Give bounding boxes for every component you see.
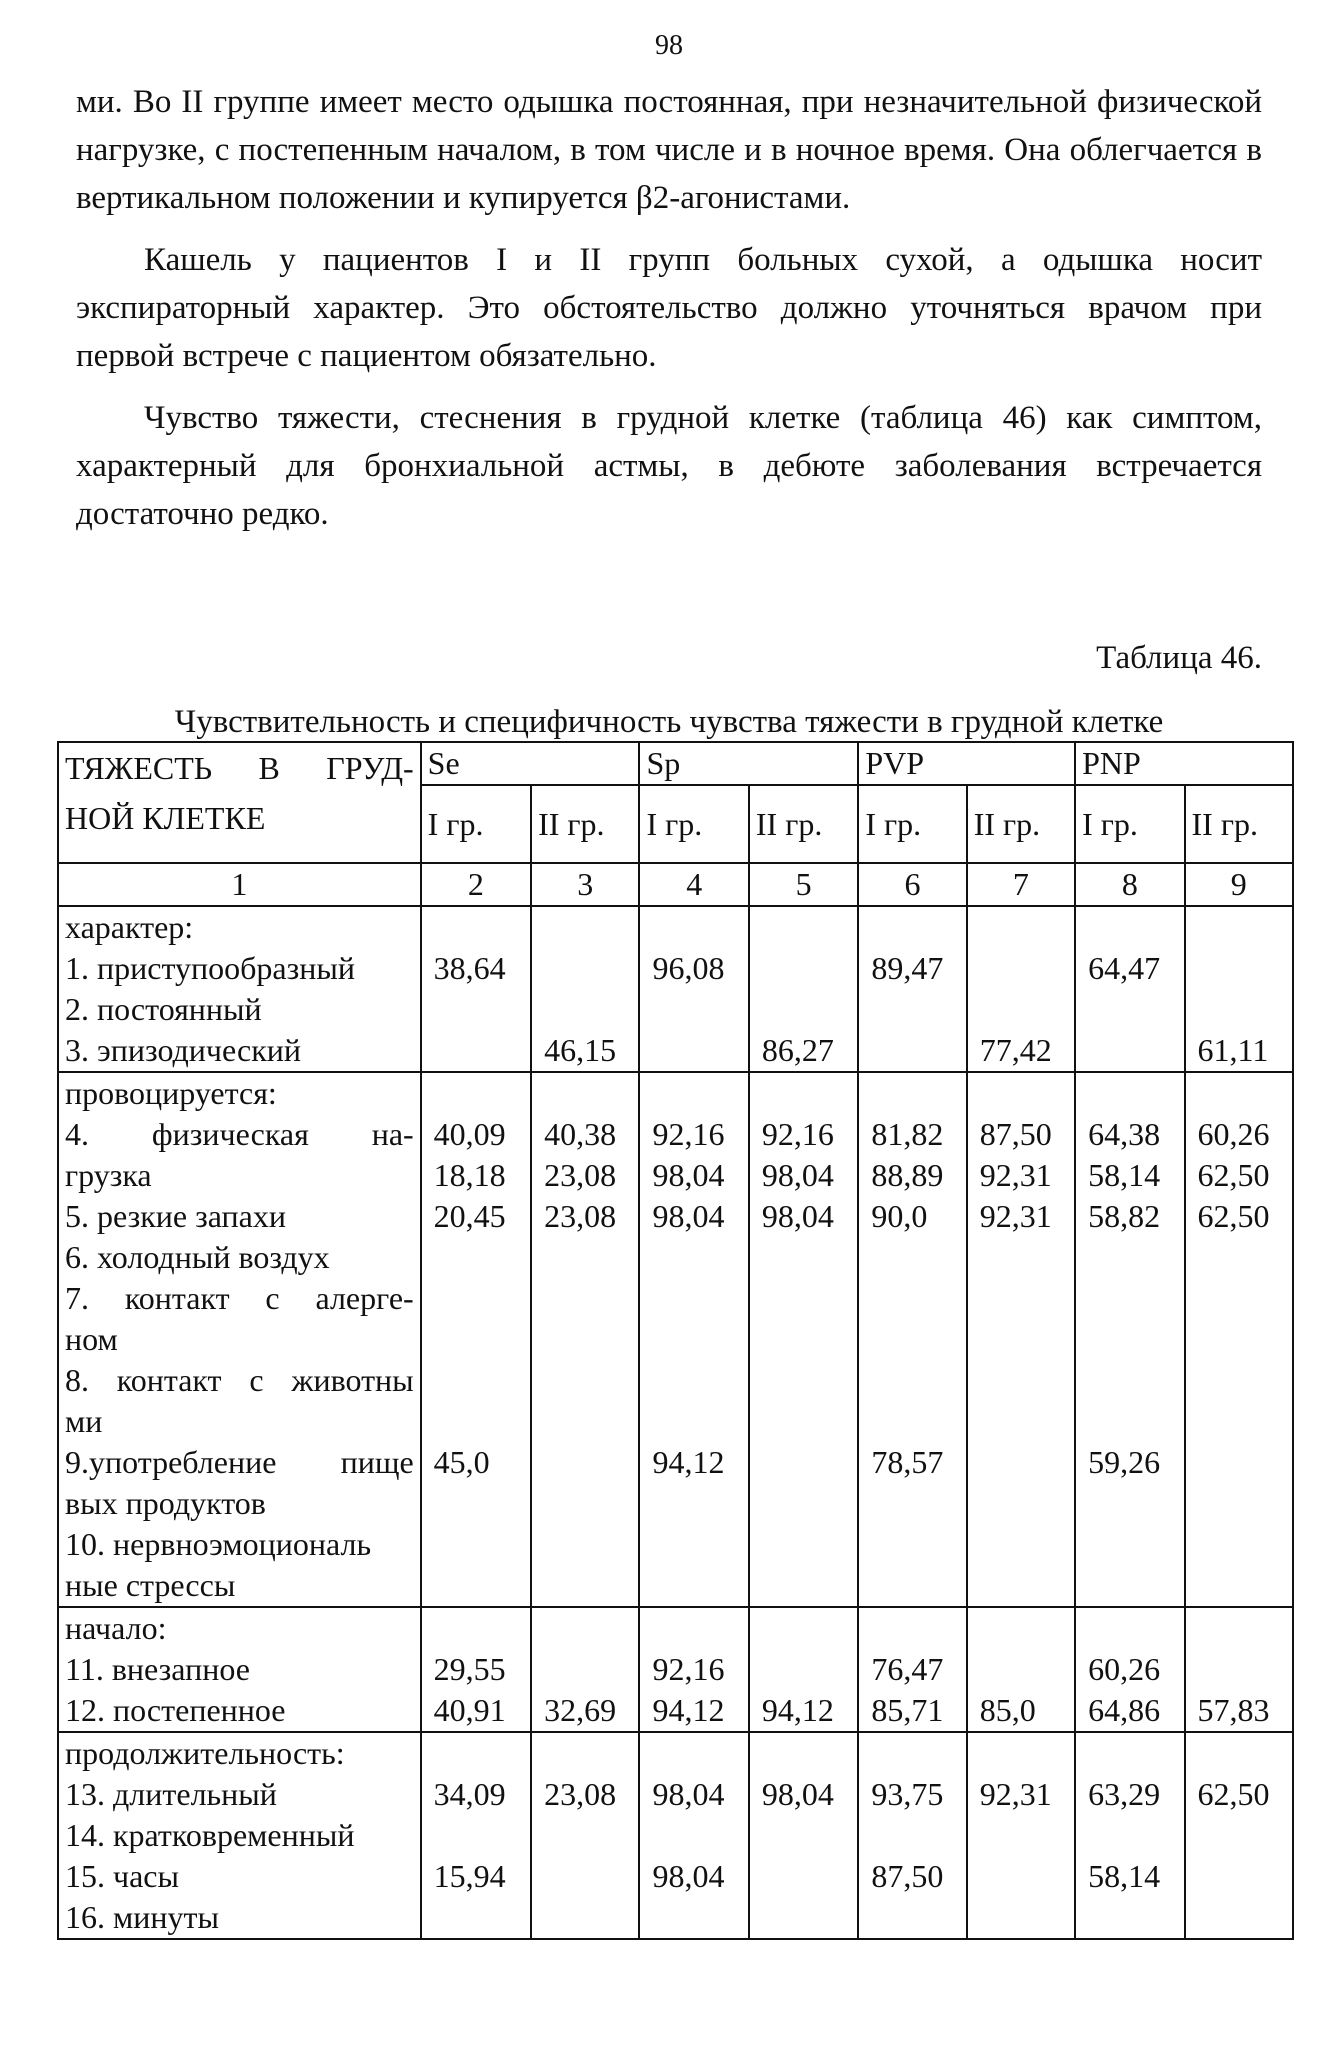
cell-value [871,1237,959,1278]
cell-value [1198,1608,1286,1649]
value-cell [1075,906,1184,1072]
row-label: 16. минуты [65,1899,219,1935]
cell-value [1198,1442,1286,1483]
cell-value [1198,1278,1286,1319]
value-cell [421,1072,531,1607]
cell-value [762,1856,851,1897]
cell-value: 23,08 [544,1198,617,1234]
cell-value: 98,04 [761,1776,834,1812]
cell-value [1198,1565,1286,1606]
value-cell [421,1607,531,1732]
value-cell [1075,1732,1184,1939]
cell-value [1088,1733,1177,1774]
cell-value: 89,47 [871,950,944,986]
section-label-cell [58,1072,421,1607]
cell-value [762,1278,851,1319]
value-cell [749,1732,858,1939]
cell-value: 58,14 [1088,1157,1161,1193]
row-label: 5. резкие запахи [65,1198,286,1234]
cell-value: 77,42 [979,1032,1052,1068]
value-cell [1185,1732,1293,1939]
cell-value [652,1237,741,1278]
header-row-label [58,742,421,863]
cell-value [762,1360,851,1401]
cell-value: 40,38 [544,1116,617,1152]
cell-value [1088,1073,1177,1114]
paragraph-2: Кашель у пациентов I и II групп больных сухой, а одышка носит экспираторный характер. Это обстоятельство должно уточняться врачом при первой встрече с пациентом обязательно. [76,242,1262,374]
cell-value [1198,1733,1286,1774]
header-subgroup: II гр. [749,785,858,863]
cell-value [871,1278,959,1319]
cell-value [1198,989,1286,1030]
cell-value [1088,1483,1177,1524]
cell-value [1088,1524,1177,1565]
cell-value: 18,18 [433,1157,506,1193]
cell-value [871,1073,959,1114]
cell-value: 96,08 [652,950,725,986]
cell-value [1198,948,1286,989]
value-cell [531,1072,639,1607]
cell-value [1088,1608,1177,1649]
cell-value [1198,1649,1286,1690]
cell-value [544,948,632,989]
row-label: вых продуктов [65,1485,266,1521]
cell-value [434,1815,524,1856]
cell-value [871,1897,959,1938]
row-label: грузка [65,1157,152,1193]
header-subgroup: I гр. [858,785,966,863]
cell-value [544,1319,632,1360]
cell-value: 98,04 [761,1198,834,1234]
value-cell [421,906,531,1072]
cell-value: 34,09 [433,1776,506,1812]
row-label: 11. внезапное [65,1651,250,1687]
cell-value: 85,0 [979,1692,1036,1728]
cell-value [1198,1815,1286,1856]
column-number: 8 [1075,863,1184,906]
cell-value [652,907,741,948]
cell-value: 46,15 [544,1032,617,1068]
cell-value [1088,1360,1177,1401]
cell-value: 94,12 [652,1444,725,1480]
row-label: 1. приступообразный [65,950,356,986]
cell-value [762,907,851,948]
cell-value [1198,1856,1286,1897]
cell-value [1198,1237,1286,1278]
page-number: 98 [655,30,683,61]
cell-value: 23,08 [544,1157,617,1193]
cell-value [762,1237,851,1278]
value-cell [967,1732,1075,1939]
cell-value: 88,89 [871,1157,944,1193]
cell-value [1088,989,1177,1030]
header-subgroup: I гр. [1075,785,1184,863]
value-cell [531,1732,639,1939]
cell-value: 92,31 [979,1157,1052,1193]
section-label-cell [58,1732,421,1939]
cell-value: 58,14 [1088,1858,1161,1894]
cell-value: 32,69 [544,1692,617,1728]
value-cell [858,1072,966,1607]
cell-value [871,989,959,1030]
cell-value [871,1733,959,1774]
value-cell [1075,1607,1184,1732]
row-label: характер: [65,909,194,945]
cell-value [980,1524,1068,1565]
cell-value: 87,50 [871,1858,944,1894]
column-number: 3 [531,863,639,906]
table-title: Чувствительность и специфичность чувства тяжести в грудной клетке [174,704,1164,740]
row-label: 12. постепенное [65,1692,286,1728]
cell-value [1198,1073,1286,1114]
cell-value [1198,1483,1286,1524]
cell-value [980,1733,1068,1774]
cell-value: 64,38 [1088,1116,1161,1152]
cell-value [544,1649,632,1690]
value-cell [421,1732,531,1939]
cell-value [980,1360,1068,1401]
cell-value [980,1649,1068,1690]
value-cell [639,1072,748,1607]
header-group-sp: Sp [639,742,858,785]
cell-value [434,1278,524,1319]
cell-value [544,1483,632,1524]
cell-value [1088,1815,1177,1856]
cell-value [980,989,1068,1030]
cell-value [544,1360,632,1401]
cell-value [762,1897,851,1938]
cell-value [544,1733,632,1774]
cell-value: 62,50 [1197,1198,1270,1234]
row-label: 7. контакт с алерге- [65,1280,414,1316]
cell-value [762,989,851,1030]
cell-value: 92,31 [979,1198,1052,1234]
cell-value [544,1237,632,1278]
value-cell [967,1607,1075,1732]
cell-value [544,1608,632,1649]
cell-value [1088,1565,1177,1606]
cell-value: 29,55 [433,1651,506,1687]
header-row-label-line1: ТЯЖЕСТЬ В ГРУД- [65,750,414,786]
cell-value [544,1401,632,1442]
paragraph-3: Чувство тяжести, стеснения в грудной клетке (таблица 46) как симптом, характерный для бронхиальной астмы, в дебюте заболевания встречается достаточно редко. [76,400,1262,532]
column-number: 7 [967,863,1075,906]
cell-value [652,1897,741,1938]
cell-value [544,1815,632,1856]
value-cell [858,1607,966,1732]
cell-value [980,1565,1068,1606]
cell-value [1088,907,1177,948]
row-label: 6. холодный воздух [65,1239,330,1275]
value-cell [967,906,1075,1072]
value-cell [1185,1607,1293,1732]
cell-value [434,1030,524,1071]
cell-value [544,989,632,1030]
value-cell [1185,1072,1293,1607]
cell-value: 40,91 [433,1692,506,1728]
cell-value [871,1319,959,1360]
cell-value [980,1856,1068,1897]
cell-value [980,1483,1068,1524]
section-label-cell [58,1607,421,1732]
row-label: 14. кратковременный [65,1817,355,1853]
cell-value [434,1483,524,1524]
cell-value [652,1608,741,1649]
cell-value [434,1565,524,1606]
header-group-se: Se [421,742,640,785]
cell-value [762,1524,851,1565]
cell-value [980,1073,1068,1114]
cell-value [980,907,1068,948]
cell-value [1198,1360,1286,1401]
cell-value [1198,1319,1286,1360]
row-label: 9.употребление пище [65,1444,414,1480]
cell-value [871,1524,959,1565]
cell-value: 98,04 [652,1858,725,1894]
value-cell [749,1072,858,1607]
cell-value [1088,1030,1177,1071]
cell-value [980,1442,1068,1483]
row-label: 4. физическая на- [65,1116,414,1152]
cell-value [652,1524,741,1565]
column-number: 5 [749,863,858,906]
cell-value [434,1897,524,1938]
cell-value [871,1815,959,1856]
cell-value [762,1733,851,1774]
row-label: ми [65,1403,103,1439]
body-text [76,78,1262,552]
cell-value: 23,08 [544,1776,617,1812]
value-cell [639,1732,748,1939]
table-section-row [58,1732,1293,1939]
cell-value [434,989,524,1030]
cell-value: 58,82 [1088,1198,1161,1234]
cell-value [980,1815,1068,1856]
data-table [57,741,1294,1940]
row-label: ные стрессы [65,1567,236,1603]
cell-value [652,1319,741,1360]
value-cell [967,1072,1075,1607]
cell-value: 90,0 [871,1198,928,1234]
cell-value [652,1733,741,1774]
column-number-row [58,863,1293,906]
cell-value [544,1442,632,1483]
cell-value: 92,16 [652,1116,725,1152]
cell-value [434,1608,524,1649]
row-label: 10. нервноэмоциональ [65,1526,372,1562]
cell-value: 98,04 [761,1157,834,1193]
cell-value [544,1856,632,1897]
cell-value [434,1401,524,1442]
cell-value [434,1319,524,1360]
cell-value: 15,94 [433,1858,506,1894]
cell-value: 92,31 [979,1776,1052,1812]
row-label: 8. контакт с животны [65,1362,414,1398]
value-cell [1185,906,1293,1072]
cell-value [434,1360,524,1401]
cell-value: 98,04 [652,1776,725,1812]
header-subgroup: I гр. [421,785,531,863]
cell-value [652,1030,741,1071]
cell-value [1088,1897,1177,1938]
cell-value [762,1442,851,1483]
cell-value [980,1401,1068,1442]
cell-value: 93,75 [871,1776,944,1812]
value-cell [858,1732,966,1939]
cell-value: 78,57 [871,1444,944,1480]
header-subgroup: II гр. [967,785,1075,863]
cell-value [871,1608,959,1649]
cell-value [980,1278,1068,1319]
cell-value [762,1319,851,1360]
value-cell [1075,1072,1184,1607]
cell-value [762,1649,851,1690]
cell-value [1088,1401,1177,1442]
cell-value: 62,50 [1197,1776,1270,1812]
cell-value [762,948,851,989]
cell-value: 62,50 [1197,1157,1270,1193]
cell-value [652,1073,741,1114]
cell-value [652,1815,741,1856]
column-number: 1 [58,863,421,906]
cell-value: 57,83 [1197,1692,1270,1728]
cell-value [1198,1524,1286,1565]
cell-value [652,989,741,1030]
column-number: 4 [639,863,748,906]
table-label: Таблица 46. [1096,640,1262,676]
cell-value [652,1401,741,1442]
cell-value [544,1524,632,1565]
value-cell [639,1607,748,1732]
cell-value [652,1483,741,1524]
row-label: провоцируется: [65,1075,277,1111]
paragraph-1: ми. Во II группе имеет место одышка постоянная, при незначительной физической нагрузке, с постепенным началом, в том числе и в ночное время. Она облегчается в вертикальном положении и купируется β2-агонистами. [76,84,1262,216]
cell-value [1198,1897,1286,1938]
cell-value: 64,86 [1088,1692,1161,1728]
cell-value [544,1897,632,1938]
cell-value [980,1608,1068,1649]
cell-value [762,1401,851,1442]
cell-value [652,1278,741,1319]
value-cell [531,1607,639,1732]
cell-value [1088,1278,1177,1319]
table-section-row [58,906,1293,1072]
cell-value [434,907,524,948]
cell-value: 86,27 [761,1032,834,1068]
cell-value: 98,04 [652,1157,725,1193]
cell-value: 60,26 [1197,1116,1270,1152]
value-cell [531,906,639,1072]
cell-value [1088,1319,1177,1360]
value-cell [749,1607,858,1732]
cell-value: 94,12 [761,1692,834,1728]
table-section-row [58,1607,1293,1732]
section-label-cell [58,906,421,1072]
cell-value [434,1524,524,1565]
value-cell [639,906,748,1072]
cell-value: 45,0 [433,1444,490,1480]
cell-value [762,1815,851,1856]
row-label: 3. эпизодический [65,1032,302,1068]
header-subgroup: I гр. [639,785,748,863]
column-number: 6 [858,863,966,906]
cell-value [762,1073,851,1114]
row-label: начало: [65,1610,167,1646]
header-subgroup: II гр. [531,785,639,863]
cell-value [434,1073,524,1114]
cell-value [1088,1237,1177,1278]
cell-value: 63,29 [1088,1776,1161,1812]
header-group-row [58,742,1293,785]
cell-value: 87,50 [979,1116,1052,1152]
cell-value: 20,45 [433,1198,506,1234]
cell-value: 59,26 [1088,1444,1161,1480]
cell-value [1198,907,1286,948]
cell-value [762,1483,851,1524]
cell-value [871,1483,959,1524]
cell-value: 94,12 [652,1692,725,1728]
header-group-pvp: PVP [858,742,1075,785]
cell-value [544,907,632,948]
cell-value: 61,11 [1197,1032,1269,1068]
table-section-row [58,1072,1293,1607]
cell-value [652,1360,741,1401]
cell-value [871,1565,959,1606]
cell-value: 38,64 [433,950,506,986]
row-label: 15. часы [65,1858,179,1894]
cell-value [871,1030,959,1071]
row-label: продолжительность: [65,1735,345,1771]
cell-value [434,1733,524,1774]
cell-value: 81,82 [871,1116,944,1152]
cell-value [544,1278,632,1319]
cell-value [544,1565,632,1606]
cell-value: 76,47 [871,1651,944,1687]
value-cell [858,906,966,1072]
cell-value [980,1237,1068,1278]
header-subgroup: II гр. [1185,785,1293,863]
cell-value [652,1565,741,1606]
cell-value [762,1565,851,1606]
cell-value: 92,16 [652,1651,725,1687]
cell-value [980,1897,1068,1938]
cell-value [871,1401,959,1442]
cell-value [980,1319,1068,1360]
cell-value [871,907,959,948]
cell-value: 60,26 [1088,1651,1161,1687]
cell-value [762,1608,851,1649]
header-row-label-line2: НОЙ КЛЕТКЕ [65,800,266,836]
cell-value [434,1237,524,1278]
cell-value: 64,47 [1088,950,1161,986]
cell-value: 98,04 [652,1198,725,1234]
row-label: ном [65,1321,118,1357]
cell-value: 85,71 [871,1692,944,1728]
cell-value: 40,09 [433,1116,506,1152]
cell-value [980,948,1068,989]
cell-value [544,1073,632,1114]
value-cell [749,906,858,1072]
row-label: 2. постоянный [65,991,262,1027]
cell-value: 92,16 [761,1116,834,1152]
cell-value [1198,1401,1286,1442]
row-label: 13. длительный [65,1776,277,1812]
column-number: 2 [421,863,531,906]
cell-value [871,1360,959,1401]
column-number: 9 [1185,863,1293,906]
header-group-pnp: PNP [1075,742,1293,785]
